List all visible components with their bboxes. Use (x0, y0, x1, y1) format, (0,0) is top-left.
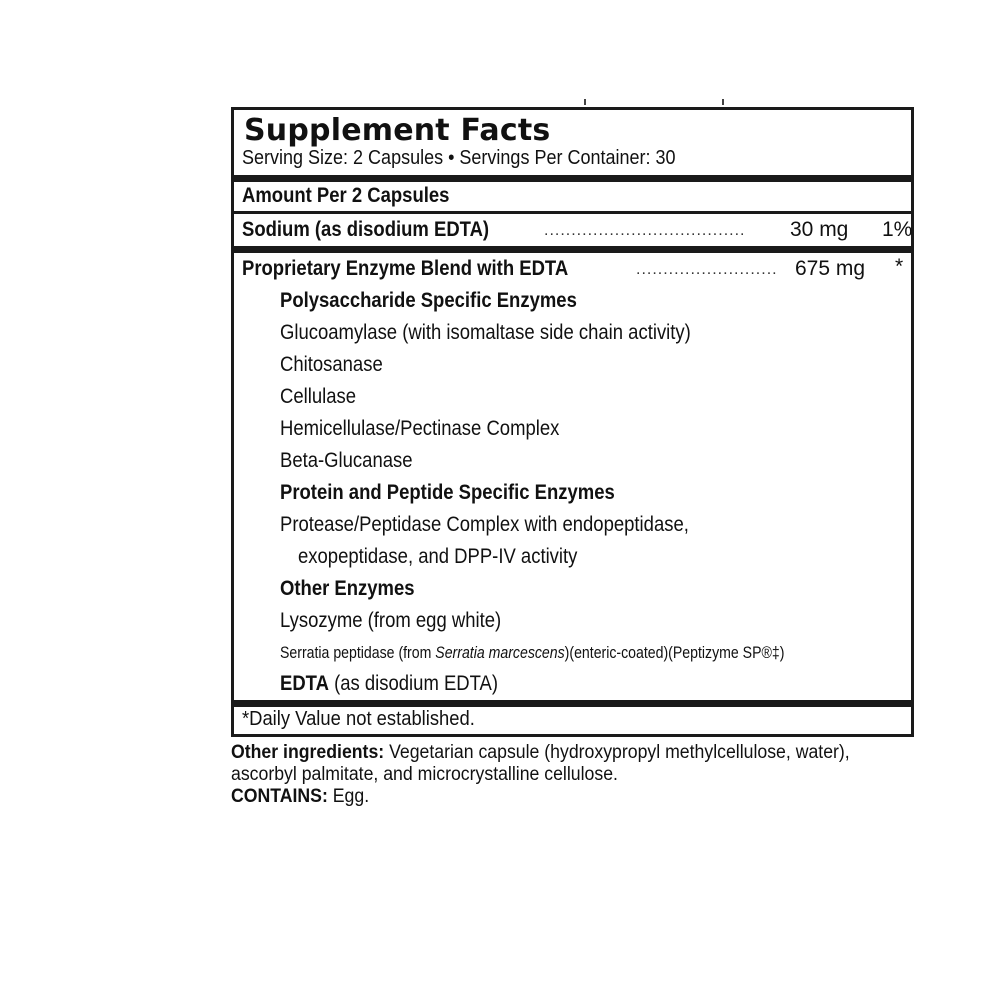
list-item: Lysozyme (from egg white) (280, 609, 502, 632)
list-item: Glucoamylase (with isomaltase side chain activity) (280, 321, 691, 344)
top-mark (584, 99, 586, 105)
sodium-name: Sodium (as disodium EDTA) (242, 218, 490, 241)
contains-label: CONTAINS: (231, 786, 328, 807)
list-item: EDTA (as disodium EDTA) (280, 672, 499, 695)
amount-header: Amount Per 2 Capsules (242, 184, 450, 207)
sodium-amount: 30 mg (790, 218, 849, 241)
top-mark (722, 99, 724, 105)
list-item: Chitosanase (280, 353, 383, 376)
sodium-row (242, 218, 913, 242)
contains-text: Egg. (327, 786, 370, 807)
divider-thick (234, 246, 911, 253)
panel-title: Supplement Facts (244, 113, 551, 148)
blend-name: Proprietary Enzyme Blend with EDTA (242, 257, 569, 280)
other-ingredients (231, 742, 882, 808)
group-title-polysaccharide: Polysaccharide Specific Enzymes (280, 289, 577, 312)
list-item: Serratia peptidase (from Serratia marcescens)(enteric-coated)(Peptizyme SP®‡) (280, 643, 785, 662)
supplement-facts-panel (231, 107, 914, 737)
group-title-protein: Protein and Peptide Specific Enzymes (280, 481, 615, 504)
other-ingredients-text: Vegetarian capsule (hydroxypropyl methylcellulose, water), ascorbyl palmitate, and microcrystalline cellulose. (231, 742, 850, 785)
list-item: Protease/Peptidase Complex with endopeptidase, (280, 513, 689, 536)
sodium-dv: 1% (882, 218, 913, 241)
list-item: Cellulase (280, 385, 357, 408)
blend-dv: * (895, 255, 904, 278)
divider-thick (234, 175, 911, 182)
leader-dots: .......................... (636, 261, 778, 278)
other-ingredients-label: Other ingredients: (231, 742, 385, 763)
footnote: *Daily Value not established. (242, 708, 475, 730)
serving-info: Serving Size: 2 Capsules • Servings Per Container: 30 (242, 147, 676, 169)
leader-dots: ..................................... (544, 222, 746, 239)
group-title-other: Other Enzymes (280, 577, 415, 600)
blend-amount: 675 mg (795, 257, 866, 280)
divider-thick (234, 700, 911, 707)
list-item-continued: exopeptidase, and DPP-IV activity (298, 545, 578, 568)
blend-row (242, 257, 905, 281)
list-item: Beta-Glucanase (280, 449, 413, 472)
divider-thin (234, 211, 911, 214)
list-item: Hemicellulase/Pectinase Complex (280, 417, 560, 440)
